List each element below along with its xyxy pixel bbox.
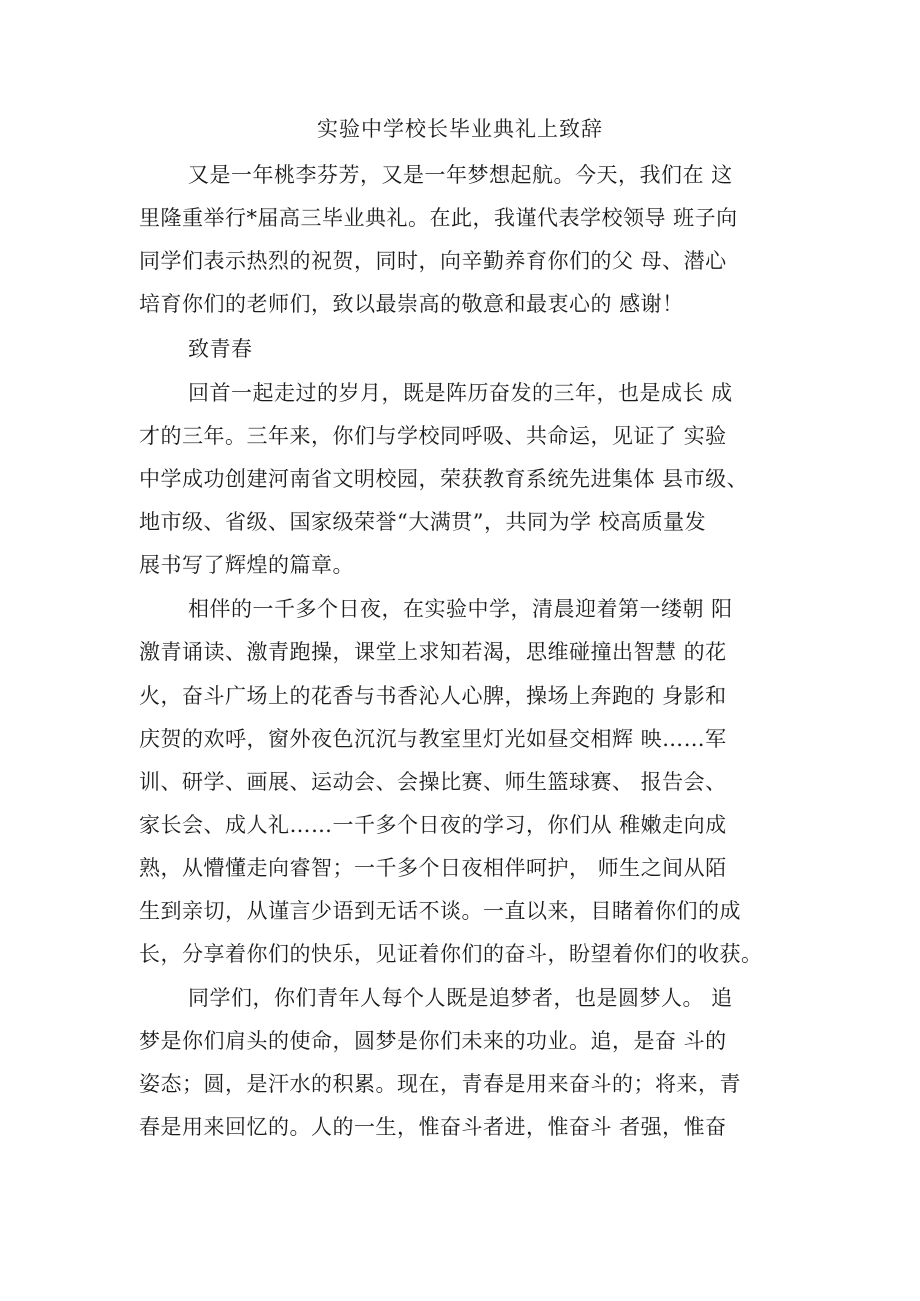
document-title: 实验中学校长毕业典礼上致辞 xyxy=(317,117,603,141)
paragraph-line: 才的三年。三年来，你们与学校同呼吸、共命运，见证了 实验 xyxy=(139,424,727,448)
paragraph-line: 春是用来回忆的。人的一生，惟奋斗者进，惟奋斗 者强，惟奋 xyxy=(139,1115,727,1139)
paragraph-line: 又是一年桃李芬芳，又是一年梦想起航。今天，我们在 这 xyxy=(188,163,733,187)
paragraph-line: 展书写了辉煌的篇章。 xyxy=(139,553,354,577)
paragraph-line: 家长会、成人礼……一千多个日夜的学习，你们从 稚嫩走向成 xyxy=(139,813,727,837)
paragraph-line: 相伴的一千多个日夜，在实验中学，清晨迎着第一缕朝 阳 xyxy=(188,597,733,621)
paragraph-line: 姿态；圆，是汗水的积累。现在，青春是用来奋斗的；将来，青 xyxy=(139,1072,741,1096)
paragraph-line: 熟，从懵懂走向睿智；一千多个日夜相伴呵护， 师生之间从陌 xyxy=(139,856,727,880)
paragraph-line: 中学成功创建河南省文明校园，荣获教育系统先进集体 县市级、 xyxy=(139,467,749,491)
paragraph-line: 激青诵读、激青跑操，课堂上求知若渴，思维碰撞出智慧 的花 xyxy=(139,640,727,664)
paragraph-line: 培育你们的老师们，致以最崇高的敬意和最衷心的 感谢！ xyxy=(139,292,684,316)
paragraph-line: 长，分享着你们的快乐，见证着你们的奋斗，盼望着你们的收获。 xyxy=(139,942,763,966)
paragraph-line: 地市级、省级、国家级荣誉“大满贯”，共同为学 校高质量发 xyxy=(139,510,707,534)
paragraph-line: 同学们，你们青年人每个人既是追梦者，也是圆梦人。 追 xyxy=(188,986,733,1010)
paragraph-line: 训、研学、画展、运动会、会操比赛、师生篮球赛、 报告会、 xyxy=(139,770,727,794)
paragraph-line: 梦是你们肩头的使命，圆梦是你们未来的功业。追，是奋 斗的 xyxy=(139,1029,727,1053)
section-heading: 致青春 xyxy=(188,337,253,361)
paragraph-line: 火，奋斗广场上的花香与书香沁人心脾，操场上奔跑的 身影和 xyxy=(139,684,727,708)
paragraph-line: 回首一起走过的岁月，既是阵历奋发的三年，也是成长 成 xyxy=(188,381,733,405)
paragraph-line: 生到亲切，从谨言少语到无话不谈。一直以来，目睹着你们的成 xyxy=(139,899,741,923)
paragraph-line: 里隆重举行*届高三毕业典礼。在此，我谨代表学校领导 班子向 xyxy=(139,206,738,230)
paragraph-line: 庆贺的欢呼，窗外夜色沉沉与教室里灯光如昼交相辉 映……军 xyxy=(139,727,727,751)
paragraph-line: 同学们表示热烈的祝贺，同时，向辛勤养育你们的父 母、潜心 xyxy=(139,249,727,273)
